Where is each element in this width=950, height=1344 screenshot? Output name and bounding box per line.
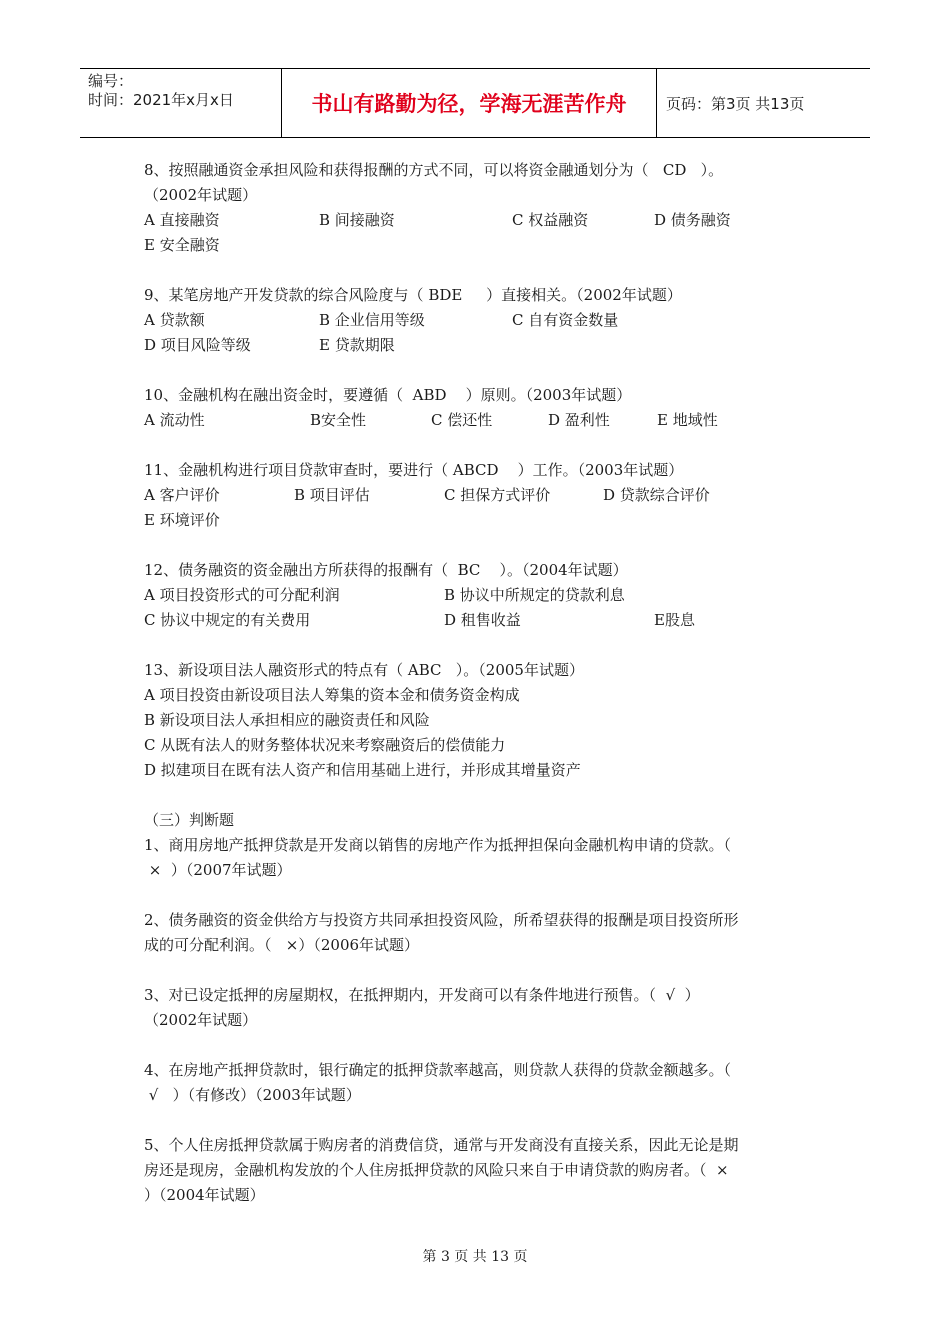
option-text: A 直接融资 <box>144 211 220 229</box>
spacer <box>144 783 816 808</box>
question-stem: 10、金融机构在融出资金时，要遵循（ ABD ）原则。（2003年试题） <box>144 386 632 404</box>
option-text: B 协议中所规定的贷款利息 <box>444 586 625 604</box>
motto: 书山有路勤为径，学海无涯苦作舟 <box>282 69 657 137</box>
document-body <box>144 158 816 1208</box>
option-row <box>144 208 816 233</box>
question-item <box>144 283 816 358</box>
option-text: E股息 <box>654 611 695 629</box>
option-text: A 客户评价 <box>144 486 220 504</box>
option-row <box>144 758 816 783</box>
option-row <box>144 483 816 508</box>
option-text: B 新设项目法人承担相应的融资责任和风险 <box>144 711 430 729</box>
option-row <box>144 508 816 533</box>
option-text: C 自有资金数量 <box>512 311 619 329</box>
option-text: C 从既有法人的财务整体状况来考察融资后的偿债能力 <box>144 736 506 754</box>
header-table <box>80 68 870 138</box>
time-label: 时间：2021年x月x日 <box>88 91 234 109</box>
option-text: B 间接融资 <box>319 211 395 229</box>
option-text: C 权益融资 <box>512 211 589 229</box>
option-row <box>144 683 816 708</box>
option-text: B安全性 <box>310 411 367 429</box>
option-text: E 环境评价 <box>144 511 220 529</box>
spacer <box>144 883 816 908</box>
option-text: B 企业信用等级 <box>319 311 425 329</box>
spacer <box>144 433 816 458</box>
option-text: A 流动性 <box>144 411 205 429</box>
option-row <box>144 408 816 433</box>
judgment-item <box>144 1133 816 1208</box>
question-stem: 13、新设项目法人融资形式的特点有（ ABC ）。（2005年试题） <box>144 661 584 679</box>
judgment-text: 2、债务融资的资金供给方与投资方共同承担投资风险，所希望获得的报酬是项目投资所形 <box>144 911 739 929</box>
judgment-text: ）（2004年试题） <box>144 1186 265 1204</box>
question-item <box>144 458 816 533</box>
option-text: D 盈利性 <box>548 411 610 429</box>
question-item <box>144 658 816 783</box>
number-label: 编号： <box>88 72 134 90</box>
question-stem: 9、某笔房地产开发贷款的综合风险度与（ BDE ）直接相关。（2002年试题） <box>144 286 682 304</box>
option-row <box>144 608 816 633</box>
option-text: C 担保方式评价 <box>444 486 551 504</box>
judgment-item <box>144 1058 816 1108</box>
judgment-text: 房还是现房，金融机构发放的个人住房抵押贷款的风险只来自于申请贷款的购房者。（ × <box>144 1161 729 1179</box>
header-meta-cell <box>80 69 282 137</box>
option-text: A 项目投资形式的可分配利润 <box>144 586 340 604</box>
judgment-item <box>144 908 816 958</box>
judgment-text: 4、在房地产抵押贷款时，银行确定的抵押贷款率越高，则贷款人获得的贷款金额越多。（ <box>144 1061 732 1079</box>
spacer <box>144 533 816 558</box>
option-text: A 贷款额 <box>144 311 205 329</box>
question-stem: 8、按照融通资金承担风险和获得报酬的方式不同，可以将资金融通划分为（ CD ）。 <box>144 161 724 179</box>
judgment-text: （2002年试题） <box>144 1011 258 1029</box>
option-text: D 项目风险等级 <box>144 336 251 354</box>
judgment-text: × ）（2007年试题） <box>144 861 292 879</box>
question-item <box>144 558 816 633</box>
option-text: D 贷款综合评价 <box>603 486 710 504</box>
spacer <box>144 1033 816 1058</box>
option-text: D 租售收益 <box>444 611 521 629</box>
page-label: 页码：第3页 共13页 <box>666 94 805 113</box>
spacer <box>144 258 816 283</box>
option-row <box>144 583 816 608</box>
option-text: A 项目投资由新设项目法人筹集的资本金和债务资金构成 <box>144 686 520 704</box>
option-text: D 债务融资 <box>654 211 731 229</box>
question-item <box>144 158 816 258</box>
option-text: D 拟建项目在既有法人资产和信用基础上进行，并形成其增量资产 <box>144 761 581 779</box>
judgment-item <box>144 833 816 883</box>
option-text: E 安全融资 <box>144 236 220 254</box>
spacer <box>144 1108 816 1133</box>
judgment-text: √ ）（有修改）（2003年试题） <box>144 1086 361 1104</box>
option-row <box>144 733 816 758</box>
question-stem: （2002年试题） <box>144 186 258 204</box>
page-footer: 第 3 页 共 13 页 <box>422 1249 528 1265</box>
option-text: E 地域性 <box>657 411 718 429</box>
judgment-text: 3、对已设定抵押的房屋期权，在抵押期内，开发商可以有条件地进行预售。（ √ ） <box>144 986 700 1004</box>
option-row <box>144 308 816 333</box>
question-item <box>144 383 816 433</box>
option-text: C 协议中规定的有关费用 <box>144 611 311 629</box>
question-stem: 12、债务融资的资金融出方所获得的报酬有（ BC ）。（2004年试题） <box>144 561 628 579</box>
judgment-text: 5、个人住房抵押贷款属于购房者的消费信贷，通常与开发商没有直接关系，因此无论是期 <box>144 1136 739 1154</box>
option-row <box>144 233 816 258</box>
section-title: （三）判断题 <box>144 811 235 829</box>
spacer <box>144 633 816 658</box>
option-text: B 项目评估 <box>294 486 370 504</box>
option-text: C 偿还性 <box>431 411 493 429</box>
question-stem: 11、金融机构进行项目贷款审查时，要进行（ ABCD ）工作。（2003年试题） <box>144 461 684 479</box>
spacer <box>144 358 816 383</box>
judgment-item <box>144 983 816 1033</box>
option-text: E 贷款期限 <box>319 336 395 354</box>
option-row <box>144 333 816 358</box>
judgment-text: 成的可分配利润。（ ×）（2006年试题） <box>144 936 420 954</box>
option-row <box>144 708 816 733</box>
spacer <box>144 958 816 983</box>
judgment-text: 1、商用房地产抵押贷款是开发商以销售的房地产作为抵押担保向金融机构申请的贷款。（ <box>144 836 732 854</box>
